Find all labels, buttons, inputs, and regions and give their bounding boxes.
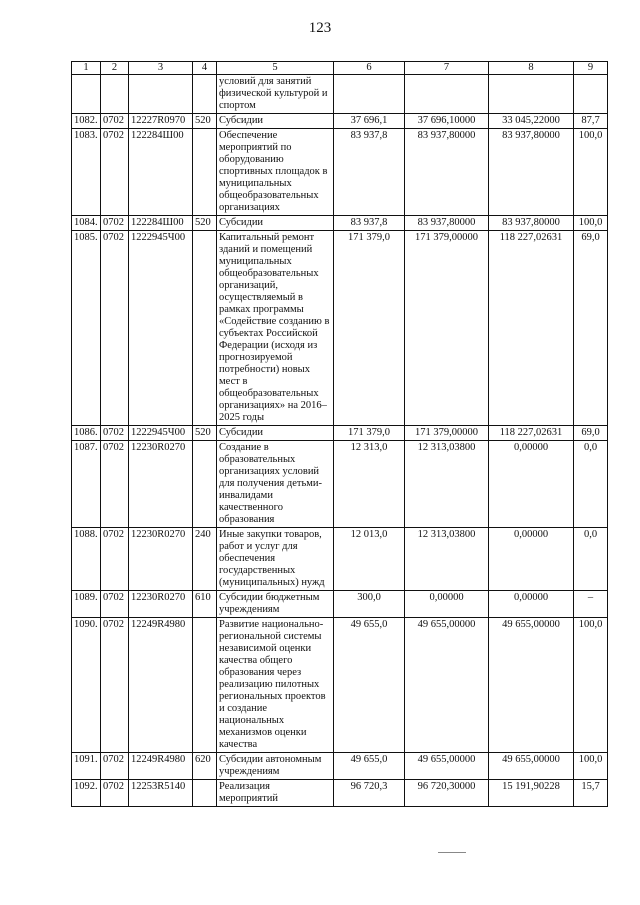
cell-c6: 83 937,8 <box>334 129 405 216</box>
cell-c4 <box>193 75 217 114</box>
table-row <box>72 618 608 753</box>
cell-c5: Субсидии <box>217 114 334 129</box>
cell-c4 <box>193 231 217 426</box>
cell-c3: 12230R0270 <box>129 591 193 618</box>
cell-c9: 100,0 <box>574 618 608 753</box>
column-header-5: 5 <box>217 62 334 75</box>
cell-c4 <box>193 780 217 807</box>
table-row <box>72 231 608 426</box>
table-row <box>72 426 608 441</box>
cell-c4: 240 <box>193 528 217 591</box>
cell-c7: 83 937,80000 <box>405 129 489 216</box>
cell-c5: Обеспечение мероприятий по оборудованию спортивных площадок в муниципальных общеобразовательных организациях <box>217 129 334 216</box>
cell-c6 <box>334 75 405 114</box>
cell-c9: – <box>574 591 608 618</box>
cell-c9: 0,0 <box>574 441 608 528</box>
cell-c4: 520 <box>193 114 217 129</box>
cell-c2: 0702 <box>101 114 129 129</box>
cell-c5: Субсидии <box>217 426 334 441</box>
cell-c8 <box>489 75 574 114</box>
cell-c7 <box>405 75 489 114</box>
cell-c3: 12230R0270 <box>129 528 193 591</box>
budget-table <box>71 61 608 807</box>
table-row <box>72 75 608 114</box>
table-row <box>72 129 608 216</box>
cell-c7: 12 313,03800 <box>405 441 489 528</box>
cell-c9: 87,7 <box>574 114 608 129</box>
table-row <box>72 216 608 231</box>
cell-c9 <box>574 75 608 114</box>
cell-c5: Иные закупки товаров, работ и услуг для обеспечения государственных (муниципальных) нужд <box>217 528 334 591</box>
cell-c1 <box>72 75 101 114</box>
cell-c4: 610 <box>193 591 217 618</box>
cell-c4 <box>193 129 217 216</box>
column-header-7: 7 <box>405 62 489 75</box>
column-header-2: 2 <box>101 62 129 75</box>
cell-c8: 83 937,80000 <box>489 216 574 231</box>
cell-c5: Субсидии автономным учреждениям <box>217 753 334 780</box>
cell-c6: 171 379,0 <box>334 426 405 441</box>
table-row <box>72 591 608 618</box>
column-header-9: 9 <box>574 62 608 75</box>
cell-c2: 0702 <box>101 591 129 618</box>
cell-c8: 15 191,90228 <box>489 780 574 807</box>
cell-c8: 49 655,00000 <box>489 618 574 753</box>
cell-c6: 37 696,1 <box>334 114 405 129</box>
cell-c3: 122284Ш00 <box>129 216 193 231</box>
cell-c2: 0702 <box>101 528 129 591</box>
cell-c5: условий для занятий физической культурой и спортом <box>217 75 334 114</box>
cell-c5: Создание в образовательных организациях условий для получения детьми-инвалидами качественного образования <box>217 441 334 528</box>
cell-c2: 0702 <box>101 753 129 780</box>
cell-c8: 33 045,22000 <box>489 114 574 129</box>
column-header-4: 4 <box>193 62 217 75</box>
cell-c9: 100,0 <box>574 753 608 780</box>
cell-c5: Субсидии <box>217 216 334 231</box>
cell-c8: 118 227,02631 <box>489 231 574 426</box>
cell-c8: 0,00000 <box>489 591 574 618</box>
cell-c3: 12253R5140 <box>129 780 193 807</box>
cell-c5: Капитальный ремонт зданий и помещений муниципальных общеобразовательных организаций, осуществляемый в рамках программы «Содействие созданию в субъектах Российской Федерации (исходя из прогнозируемой потребности) новых мест в общеобразовательных организациях» на 2016–2025 годы <box>217 231 334 426</box>
column-header-6: 6 <box>334 62 405 75</box>
cell-c8: 0,00000 <box>489 528 574 591</box>
cell-c6: 171 379,0 <box>334 231 405 426</box>
cell-c9: 0,0 <box>574 528 608 591</box>
cell-c3: 1222945Ч00 <box>129 231 193 426</box>
cell-c3: 122284Ш00 <box>129 129 193 216</box>
cell-c9: 69,0 <box>574 231 608 426</box>
cell-c7: 49 655,00000 <box>405 753 489 780</box>
cell-c5: Реализация мероприятий <box>217 780 334 807</box>
cell-c3: 12227R0970 <box>129 114 193 129</box>
table-row <box>72 780 608 807</box>
cell-c3: 12249R4980 <box>129 618 193 753</box>
cell-c1: 1092. <box>72 780 101 807</box>
cell-c6: 49 655,0 <box>334 753 405 780</box>
cell-c1: 1083. <box>72 129 101 216</box>
cell-c7: 171 379,00000 <box>405 426 489 441</box>
cell-c1: 1090. <box>72 618 101 753</box>
cell-c5: Субсидии бюджетным учреждениям <box>217 591 334 618</box>
cell-c1: 1084. <box>72 216 101 231</box>
cell-c6: 300,0 <box>334 591 405 618</box>
cell-c4 <box>193 618 217 753</box>
cell-c6: 12 313,0 <box>334 441 405 528</box>
cell-c2: 0702 <box>101 441 129 528</box>
table-row <box>72 528 608 591</box>
cell-c1: 1082. <box>72 114 101 129</box>
cell-c8: 49 655,00000 <box>489 753 574 780</box>
table-row <box>72 441 608 528</box>
table-row <box>72 753 608 780</box>
cell-c3 <box>129 75 193 114</box>
cell-c4: 520 <box>193 426 217 441</box>
cell-c9: 69,0 <box>574 426 608 441</box>
column-header-3: 3 <box>129 62 193 75</box>
cell-c7: 37 696,10000 <box>405 114 489 129</box>
cell-c9: 15,7 <box>574 780 608 807</box>
cell-c2: 0702 <box>101 129 129 216</box>
footer-mark <box>438 852 466 853</box>
cell-c7: 49 655,00000 <box>405 618 489 753</box>
cell-c8: 118 227,02631 <box>489 426 574 441</box>
cell-c9: 100,0 <box>574 216 608 231</box>
cell-c7: 96 720,30000 <box>405 780 489 807</box>
cell-c7: 12 313,03800 <box>405 528 489 591</box>
cell-c8: 0,00000 <box>489 441 574 528</box>
cell-c2: 0702 <box>101 780 129 807</box>
cell-c2: 0702 <box>101 231 129 426</box>
cell-c6: 49 655,0 <box>334 618 405 753</box>
cell-c6: 83 937,8 <box>334 216 405 231</box>
cell-c7: 0,00000 <box>405 591 489 618</box>
table-header <box>72 62 608 75</box>
cell-c1: 1089. <box>72 591 101 618</box>
cell-c1: 1087. <box>72 441 101 528</box>
cell-c8: 83 937,80000 <box>489 129 574 216</box>
table-body <box>72 75 608 807</box>
cell-c6: 12 013,0 <box>334 528 405 591</box>
column-header-8: 8 <box>489 62 574 75</box>
cell-c5: Развитие национально-региональной системы независимой оценки качества общего образования через реализацию пилотных региональных проектов и создание национальных механизмов оценки качества <box>217 618 334 753</box>
cell-c1: 1085. <box>72 231 101 426</box>
cell-c4: 620 <box>193 753 217 780</box>
cell-c7: 83 937,80000 <box>405 216 489 231</box>
cell-c4: 520 <box>193 216 217 231</box>
header-row <box>72 62 608 75</box>
cell-c2: 0702 <box>101 216 129 231</box>
cell-c7: 171 379,00000 <box>405 231 489 426</box>
table-row <box>72 114 608 129</box>
cell-c1: 1088. <box>72 528 101 591</box>
cell-c4 <box>193 441 217 528</box>
cell-c3: 12249R4980 <box>129 753 193 780</box>
cell-c1: 1091. <box>72 753 101 780</box>
cell-c3: 12230R0270 <box>129 441 193 528</box>
cell-c6: 96 720,3 <box>334 780 405 807</box>
cell-c1: 1086. <box>72 426 101 441</box>
cell-c2 <box>101 75 129 114</box>
cell-c2: 0702 <box>101 426 129 441</box>
page-number: 123 <box>308 20 332 36</box>
column-header-1: 1 <box>72 62 101 75</box>
cell-c9: 100,0 <box>574 129 608 216</box>
cell-c2: 0702 <box>101 618 129 753</box>
cell-c3: 1222945Ч00 <box>129 426 193 441</box>
